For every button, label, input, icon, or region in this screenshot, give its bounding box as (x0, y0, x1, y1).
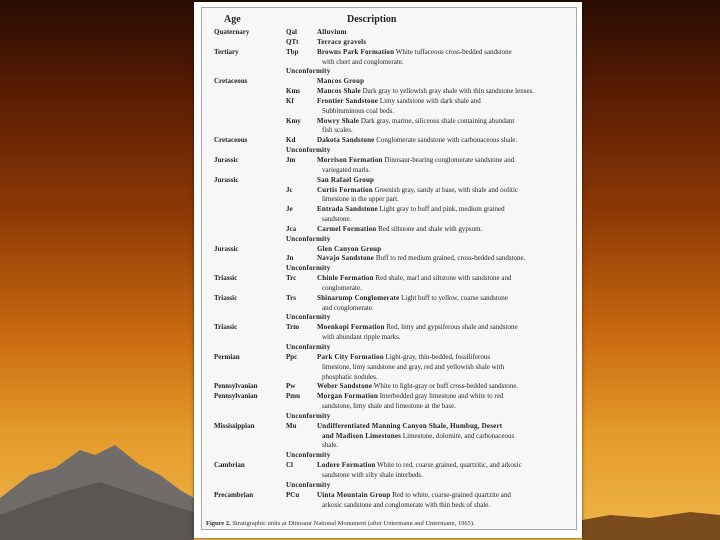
table-row (202, 254, 576, 264)
unit-symbol: Kmy (286, 116, 301, 125)
description-text: Light gray to buff and pink, medium grained (377, 205, 505, 214)
table-row (202, 491, 576, 501)
table-row (202, 195, 576, 205)
description-cell (317, 38, 366, 48)
description-text: with abundant ripple marks. (322, 333, 401, 342)
unit-name: Mancos Group (317, 77, 365, 86)
description-text: with chert and conglomerate. (322, 57, 404, 66)
age-cell: Triassic (214, 293, 238, 302)
unit-name: Alluvium (317, 28, 347, 36)
description-text: arkosic sandstone and conglomerate with thin beds of shale. (322, 500, 491, 509)
description-cell (317, 97, 481, 107)
unit-symbol: Jn (286, 254, 294, 263)
description-cell (286, 264, 330, 274)
description-text: Red to white, coarse-grained quartzite and (390, 490, 511, 499)
age-cell: Triassic (214, 323, 238, 332)
table-row (202, 245, 576, 255)
description-cell (322, 471, 423, 481)
description-text: fish scales. (322, 126, 353, 135)
unit-symbol: Kd (286, 136, 296, 145)
description-text: and conglomerate. (322, 303, 374, 312)
unit-name: Weber Sandstone (317, 382, 373, 391)
description-cell (317, 422, 502, 432)
table-row (202, 117, 576, 127)
description-text: Red siltstone and shale with gypsum. (376, 224, 483, 233)
table-row (202, 432, 576, 442)
table-row (202, 441, 576, 451)
description-text: Red shale, marl and siltstone with sandstone and (373, 274, 512, 283)
description-text: limestone, limy sandstone and gray, red and yellowish shale with (322, 362, 505, 371)
figure-caption (206, 520, 475, 527)
description-text: variegated marls. (322, 165, 371, 174)
table-row (202, 304, 576, 314)
table-row (202, 343, 576, 353)
description-cell (317, 461, 522, 471)
description-text: Dark gray to yellowish gray shale with thin sandstone lenses. (360, 87, 535, 96)
unit-name: Mancos Shale (317, 87, 361, 96)
table-row (202, 284, 576, 294)
unit-name: Unconformity (286, 234, 331, 243)
description-text: Subbituminous coal beds. (322, 106, 395, 115)
age-cell: Cretaceous (214, 136, 248, 145)
header-age: Age (224, 14, 241, 25)
table-row (202, 313, 576, 323)
description-cell (317, 28, 347, 38)
description-cell (317, 323, 518, 333)
description-cell (322, 58, 404, 68)
description-text: Light buff to yellow, coarse sandstone (399, 293, 508, 302)
unit-name: Mowry Shale (317, 116, 360, 125)
age-cell: Jurassic (214, 244, 239, 253)
description-text: sandstone. (322, 215, 352, 224)
age-cell: Jurassic (214, 175, 239, 184)
table-row (202, 87, 576, 97)
stratigraphy-table (201, 7, 577, 530)
description-cell (286, 412, 330, 422)
description-text: Conglomerate sandstone with carbonaceous shale. (374, 136, 518, 145)
unit-name: Unconformity (286, 480, 331, 489)
description-text: Limestone, dolomite, and carbonaceous (401, 431, 515, 440)
description-cell (317, 225, 482, 235)
table-row (202, 38, 576, 48)
unit-name: Park City Formation (317, 352, 384, 361)
description-cell (286, 235, 330, 245)
table-row (202, 274, 576, 284)
unit-symbol: Trc (286, 274, 297, 283)
age-cell: Pennsylvanian (214, 392, 258, 401)
table-row (202, 205, 576, 215)
description-cell (322, 215, 351, 225)
description-text: Light-gray, thin-bedded, fossiliferous (383, 352, 491, 361)
description-text: White tuffaceous cross-bedded sandstone (394, 47, 512, 56)
description-text: Greenish gray, sandy at base, with shale and oolitic (372, 185, 519, 194)
description-cell (322, 441, 338, 451)
table-row (202, 166, 576, 176)
unit-name: Unconformity (286, 146, 331, 155)
table-row (202, 97, 576, 107)
description-cell (322, 501, 490, 511)
unit-symbol: Kf (286, 96, 294, 105)
description-cell (322, 107, 394, 117)
unit-name: Unconformity (286, 343, 331, 351)
age-cell: Mississippian (214, 421, 255, 430)
description-cell (317, 186, 518, 196)
unit-symbol: Trs (286, 293, 296, 302)
unit-name: Terrace gravels (317, 37, 367, 46)
unit-symbol: PCu (286, 490, 300, 499)
unit-name: Entrada Sandstone (317, 205, 378, 214)
table-row (202, 363, 576, 373)
table-row (202, 176, 576, 186)
description-text: sandstone, limy shale and limestone at the base. (322, 402, 456, 411)
description-text: White to light-gray or buff cross-bedded sandstone. (372, 382, 519, 391)
unit-symbol: Pmu (286, 392, 300, 401)
description-cell (317, 382, 518, 392)
table-row (202, 412, 576, 422)
table-row (202, 461, 576, 471)
unit-symbol: Mu (286, 421, 297, 430)
caption-label: Figure 2. (206, 520, 231, 527)
age-cell: Pennsylvanian (214, 382, 258, 391)
unit-symbol: Qal (286, 28, 297, 36)
table-row (202, 392, 576, 402)
description-cell (322, 304, 374, 314)
description-cell (317, 176, 374, 186)
unit-name: Morrison Formation (317, 155, 383, 164)
unit-symbol: Jc (286, 185, 293, 194)
unit-name: Curtis Formation (317, 185, 373, 194)
description-cell (322, 166, 370, 176)
table-row (202, 156, 576, 166)
description-text: White to red, coarse grained, quartzitic, and arkosic (375, 461, 522, 470)
description-cell (317, 156, 514, 166)
unit-name: Unconformity (286, 313, 331, 322)
description-cell (317, 245, 381, 255)
age-cell: Triassic (214, 274, 238, 283)
unit-name: Morgan Formation (317, 392, 378, 401)
age-cell: Cambrian (214, 461, 245, 470)
table-row (202, 48, 576, 58)
unit-symbol: Jm (286, 155, 296, 164)
unit-symbol: Jca (286, 224, 297, 233)
table-row (202, 136, 576, 146)
unit-name: Chinle Formation (317, 274, 374, 283)
age-cell: Permian (214, 352, 240, 361)
slide-page (194, 2, 582, 538)
unit-name: Navajo Sandstone (317, 254, 375, 263)
description-text: shale. (322, 441, 339, 450)
table-row (202, 58, 576, 68)
description-cell (286, 343, 330, 353)
description-cell (317, 254, 525, 264)
table-row (202, 373, 576, 383)
unit-name: San Rafael Group (317, 175, 375, 184)
description-cell (317, 205, 505, 215)
unit-name: and Madison Limestones (322, 431, 402, 440)
unit-symbol: Ppc (286, 352, 298, 361)
table-row (202, 294, 576, 304)
description-cell (317, 491, 511, 501)
table-row (202, 481, 576, 491)
unit-name: Unconformity (286, 451, 331, 460)
description-text: Buff to red medium grained, cross-bedded sandstone. (374, 254, 526, 263)
description-text: Dark gray, marine, siliceous shale containing abundant (359, 116, 515, 125)
unit-symbol: Cl (286, 461, 293, 470)
description-cell (317, 136, 517, 146)
unit-name: Glen Canyon Group (317, 244, 382, 253)
table-row (202, 353, 576, 363)
description-cell (286, 451, 330, 461)
caption-text: Stratigraphic units at Dinosaur National Monument (after Untermann and Untermann, 1965). (230, 520, 475, 527)
table-row (202, 186, 576, 196)
unit-symbol: Je (286, 205, 293, 214)
age-cell: Tertiary (214, 47, 239, 56)
unit-name: Browns Park Formation (317, 47, 395, 56)
description-text: phosphatic nodules. (322, 372, 378, 381)
description-cell (322, 195, 399, 205)
description-cell (286, 313, 330, 323)
description-cell (322, 126, 353, 136)
description-text: sandstone with silty shale interbeds. (322, 470, 423, 479)
table-row (202, 323, 576, 333)
table-row (202, 422, 576, 432)
unit-symbol: QTt (286, 37, 299, 46)
description-cell (317, 392, 503, 402)
table-row (202, 382, 576, 392)
description-cell (286, 146, 330, 156)
table-row (202, 28, 576, 38)
table-row (202, 501, 576, 511)
description-text: Limy sandstone with dark shale and (378, 96, 481, 105)
description-text: conglomerate. (322, 283, 362, 292)
description-cell (322, 284, 362, 294)
description-text: Red, limy and gypsiferous shale and sandstone (384, 323, 518, 332)
description-cell (317, 87, 534, 97)
description-cell (317, 274, 512, 284)
age-cell: Cretaceous (214, 77, 248, 86)
table-row (202, 215, 576, 225)
table-row (202, 225, 576, 235)
table-row (202, 146, 576, 156)
unit-name: Shinarump Conglomerate (317, 293, 400, 302)
description-cell (286, 481, 330, 491)
description-cell (286, 67, 330, 77)
table-row (202, 126, 576, 136)
unit-name: Lodore Formation (317, 461, 376, 470)
unit-name: Carmel Formation (317, 224, 377, 233)
unit-symbol: Tbp (286, 47, 299, 56)
unit-name: Frontier Sandstone (317, 96, 379, 105)
description-cell (322, 373, 378, 383)
description-cell (317, 117, 514, 127)
description-text: Dinosaur-bearing conglomerate sandstone and (382, 155, 515, 164)
description-text: limestone in the upper part. (322, 195, 399, 204)
unit-symbol: Pw (286, 382, 296, 391)
table-row (202, 471, 576, 481)
table-row (202, 264, 576, 274)
unit-symbol: Trm (286, 323, 300, 332)
unit-symbol: Kms (286, 87, 300, 96)
description-cell (322, 402, 456, 412)
unit-name: Unconformity (286, 411, 331, 420)
description-text: Interbedded gray limestone and white to red (377, 392, 504, 401)
unit-name: Unconformity (286, 264, 331, 273)
unit-name: Undifferentiated Manning Canyon Shale, Humbug, Desert (317, 421, 503, 430)
table-row (202, 451, 576, 461)
table-rows (202, 28, 576, 510)
unit-name: Dakota Sandstone (317, 136, 375, 145)
table-row (202, 67, 576, 77)
unit-name: Uinta Mountain Group (317, 490, 391, 499)
header-description: Description (347, 14, 397, 25)
unit-name: Unconformity (286, 67, 331, 76)
description-cell (317, 353, 490, 363)
table-row (202, 107, 576, 117)
table-row (202, 77, 576, 87)
description-cell (322, 333, 401, 343)
description-cell (317, 48, 512, 58)
description-cell (317, 294, 508, 304)
unit-name: Moenkopi Formation (317, 323, 385, 332)
age-cell: Precambrian (214, 490, 254, 499)
table-row (202, 333, 576, 343)
age-cell: Quaternary (214, 28, 250, 36)
table-row (202, 235, 576, 245)
description-cell (317, 77, 364, 87)
table-row (202, 402, 576, 412)
description-cell (322, 363, 504, 373)
description-cell (322, 432, 514, 442)
age-cell: Jurassic (214, 155, 239, 164)
